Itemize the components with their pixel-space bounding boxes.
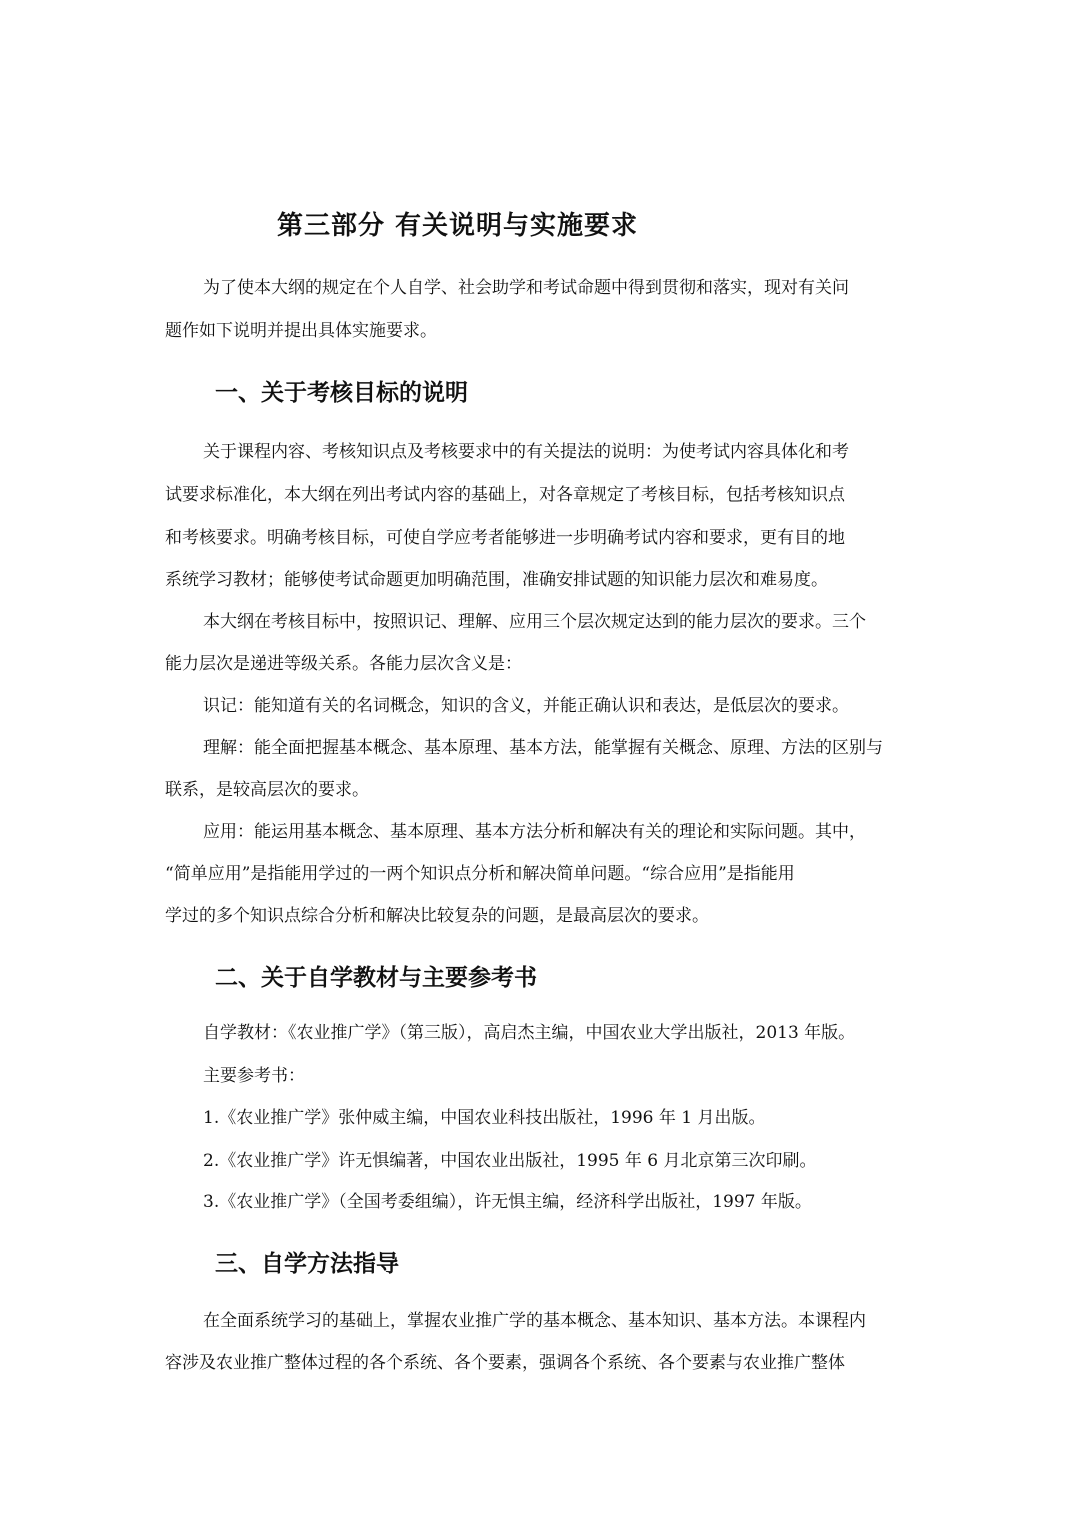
section-heading-assessment-goals: 一、关于考核目标的说明 — [215, 380, 468, 406]
paragraph-line: 关于课程内容、考核知识点及考核要求中的有关提法的说明：为使考试内容具体化和考 — [203, 442, 849, 462]
paragraph-line: 自学教材：《农业推广学》（第三版），高启杰主编，中国农业大学出版社，2013 年版。 — [203, 1023, 856, 1043]
paragraph-line: “简单应用”是指能用学过的一两个知识点分析和解决简单问题。“综合应用”是指能用 — [165, 864, 795, 884]
paragraph-line: 能力层次是递进等级关系。各能力层次含义是： — [165, 654, 522, 674]
paragraph-line: 在全面系统学习的基础上，掌握农业推广学的基本概念、基本知识、基本方法。本课程内 — [203, 1311, 866, 1331]
page-title: 第三部分 有关说明与实施要求 — [277, 211, 639, 241]
intro-line: 题作如下说明并提出具体实施要求。 — [165, 321, 437, 341]
paragraph-line: 和考核要求。明确考核目标，可使自学应考者能够进一步明确考试内容和要求，更有目的地 — [165, 528, 845, 548]
section-heading-study-methods: 三、自学方法指导 — [215, 1251, 399, 1277]
paragraph-line: 试要求标准化，本大纲在列出考试内容的基础上，对各章规定了考核目标，包括考核知识点 — [165, 485, 845, 505]
paragraph-line: 系统学习教材；能够使考试命题更加明确范围，准确安排试题的知识能力层次和难易度。 — [165, 570, 828, 590]
intro-line: 为了使本大纲的规定在个人自学、社会助学和考试命题中得到贯彻和落实，现对有关问 — [203, 278, 849, 298]
paragraph-line: 应用：能运用基本概念、基本原理、基本方法分析和解决有关的理论和实际问题。其中， — [203, 822, 866, 842]
paragraph-line: 联系，是较高层次的要求。 — [165, 780, 369, 800]
paragraph-line: 理解：能全面把握基本概念、基本原理、基本方法，能掌握有关概念、原理、方法的区别与 — [203, 738, 883, 758]
reference-item: 2.《农业推广学》许无惧编著，中国农业出版社，1995 年 6 月北京第三次印刷。 — [203, 1151, 817, 1171]
paragraph-line: 容涉及农业推广整体过程的各个系统、各个要素，强调各个系统、各个要素与农业推广整体 — [165, 1353, 845, 1373]
paragraph-line: 主要参考书： — [203, 1066, 305, 1086]
section-heading-textbooks: 二、关于自学教材与主要参考书 — [215, 965, 537, 991]
reference-item: 3.《农业推广学》（全国考委组编），许无惧主编，经济科学出版社，1997 年版。 — [203, 1192, 812, 1212]
paragraph-line: 识记：能知道有关的名词概念，知识的含义，并能正确认识和表达，是低层次的要求。 — [203, 696, 849, 716]
reference-item: 1.《农业推广学》张仲威主编，中国农业科技出版社，1996 年 1 月出版。 — [203, 1108, 766, 1128]
paragraph-line: 本大纲在考核目标中，按照识记、理解、应用三个层次规定达到的能力层次的要求。三个 — [203, 612, 866, 632]
paragraph-line: 学过的多个知识点综合分析和解决比较复杂的问题，是最高层次的要求。 — [165, 906, 709, 926]
